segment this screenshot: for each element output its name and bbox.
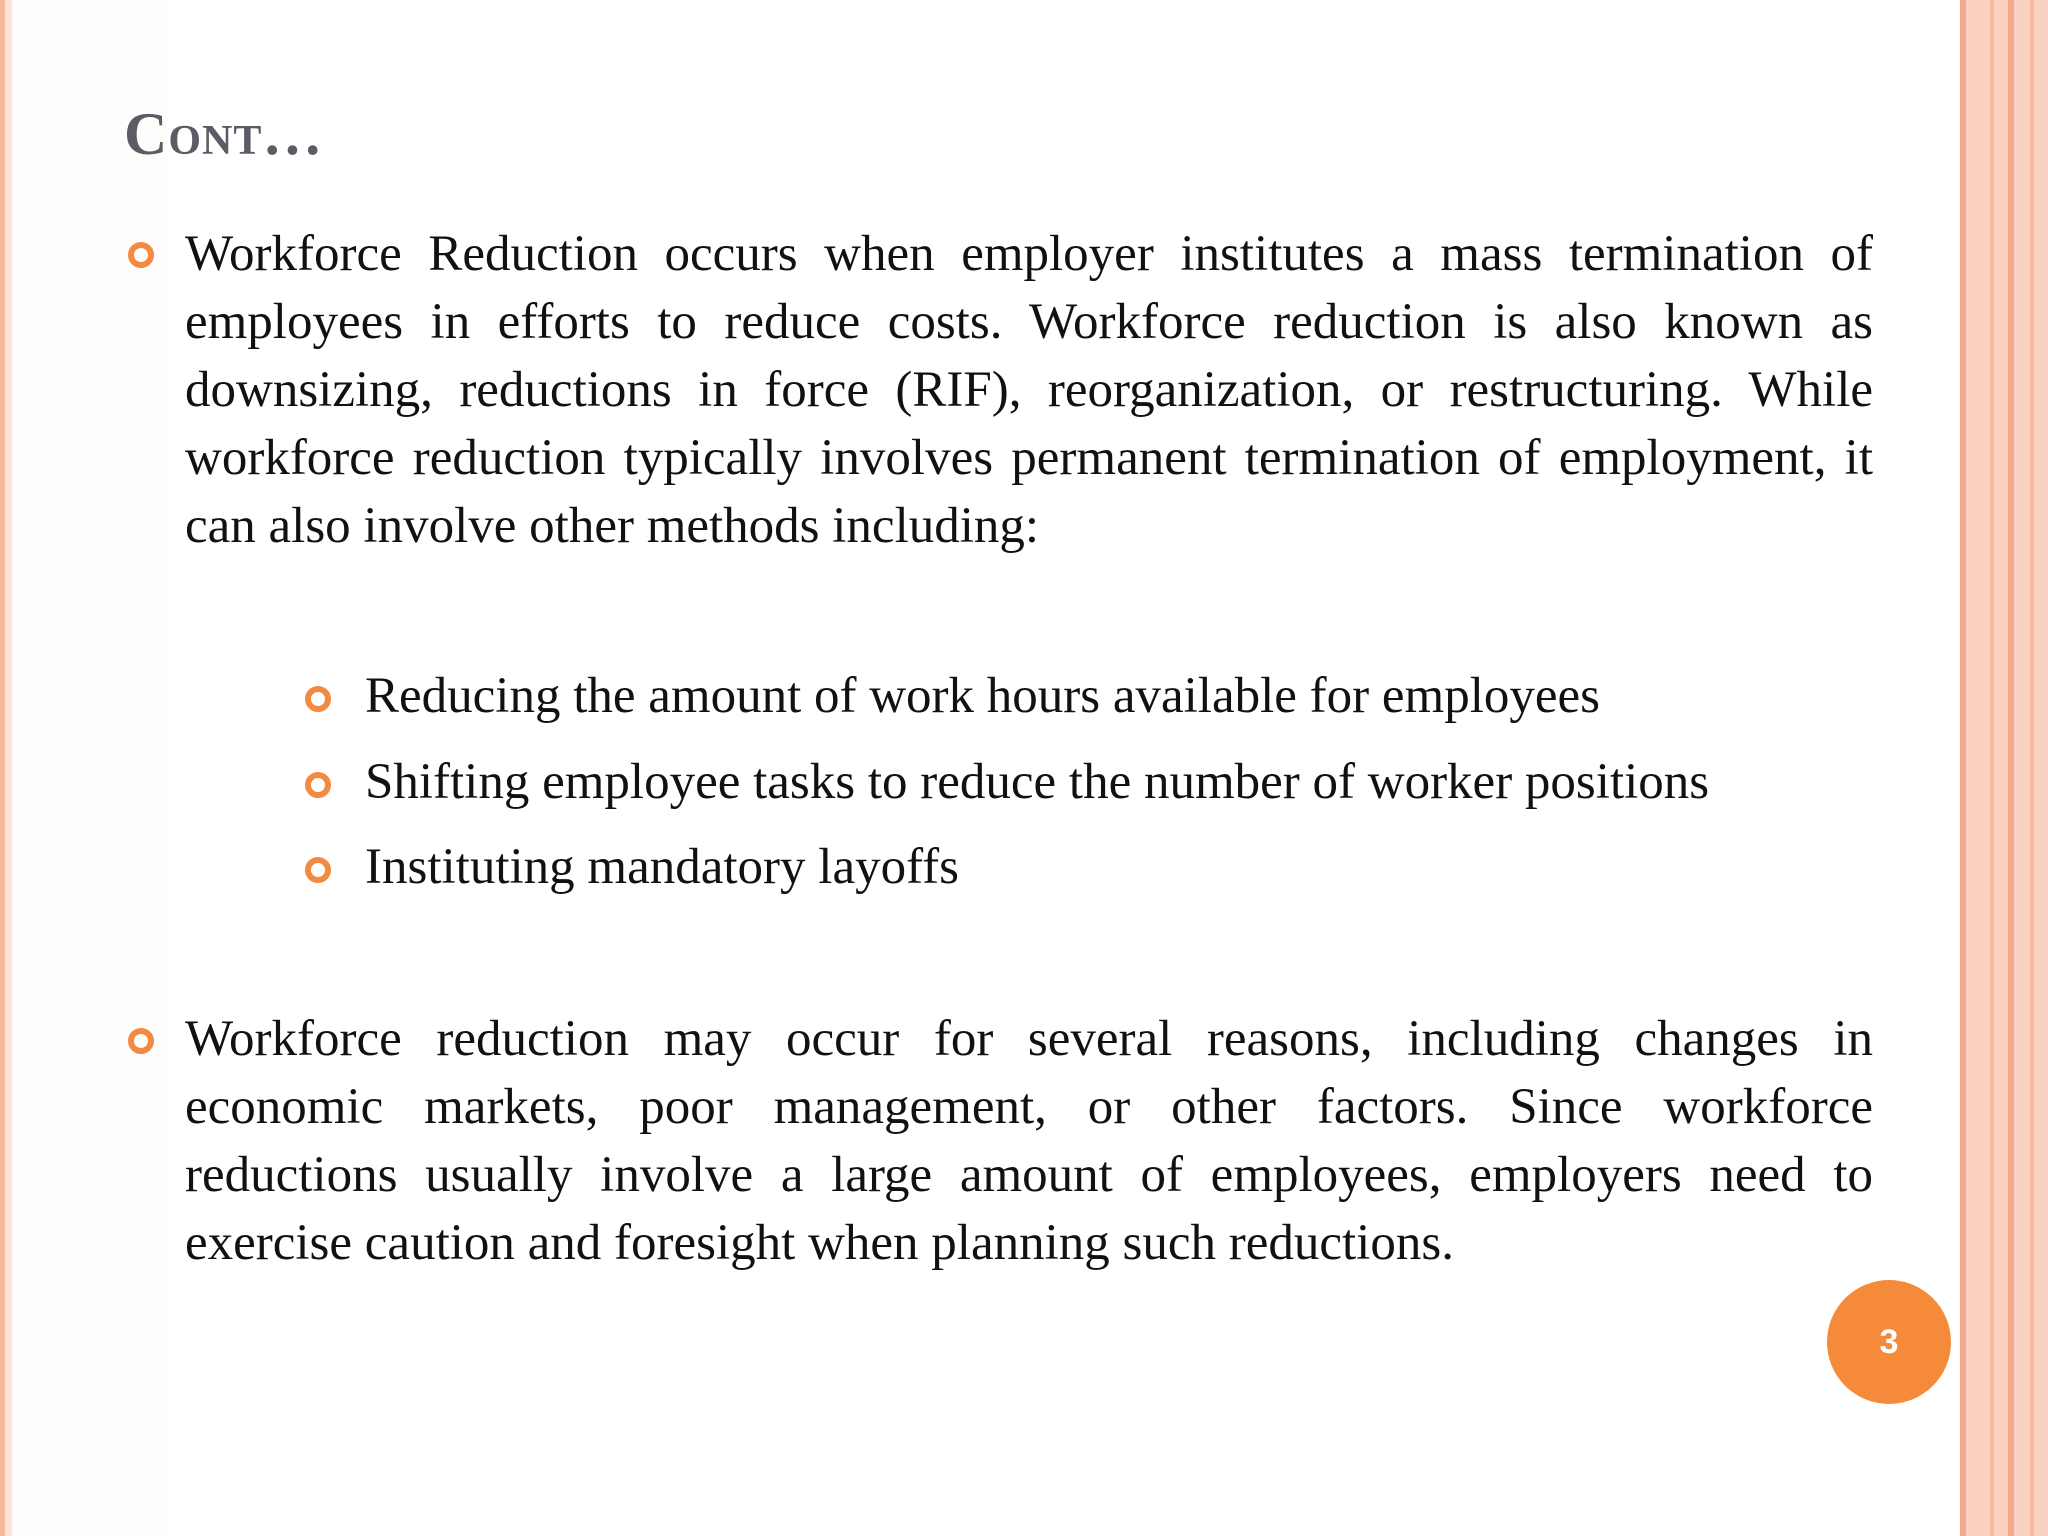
right-border-line: [2008, 0, 2014, 1536]
slide-title: Cont…: [124, 101, 324, 167]
left-border-strip-inner: [5, 0, 12, 1536]
bullet-icon: [128, 242, 154, 268]
bullet-icon: [305, 857, 331, 883]
right-border-line: [1990, 0, 1994, 1536]
right-border-band: [1960, 0, 2048, 1536]
bullet-icon: [305, 686, 331, 712]
bullet-icon: [305, 772, 331, 798]
bullet-paragraph-1: Workforce Reduction occurs when employer institutes a mass termination of employees in efforts to reduce costs. Workforce reduction is also known as downsizing, reductions in force (RIF), reorganization, or restructuring. While workforce reduction typically involves permanent termination of employment, it can also involve other methods including:: [185, 226, 1873, 554]
bullet-icon: [128, 1028, 154, 1054]
right-border-line: [2030, 0, 2034, 1536]
page-number-badge: 3: [1827, 1280, 1951, 1404]
sub-bullet-2: Shifting employee tasks to reduce the number of worker positions: [365, 754, 1710, 810]
sub-bullet-1: Reducing the amount of work hours available for employees: [365, 668, 1600, 724]
bullet-paragraph-2: Workforce reduction may occur for several reasons, including changes in economic markets, poor management, or other factors. Since workforce reductions usually involve a large amount of employees, employers need to exercise caution and foresight when planning such reductions.: [185, 1011, 1873, 1271]
right-border-line: [1960, 0, 1966, 1536]
sub-bullet-3: Instituting mandatory layoffs: [365, 839, 959, 895]
left-panel: [12, 0, 168, 1536]
